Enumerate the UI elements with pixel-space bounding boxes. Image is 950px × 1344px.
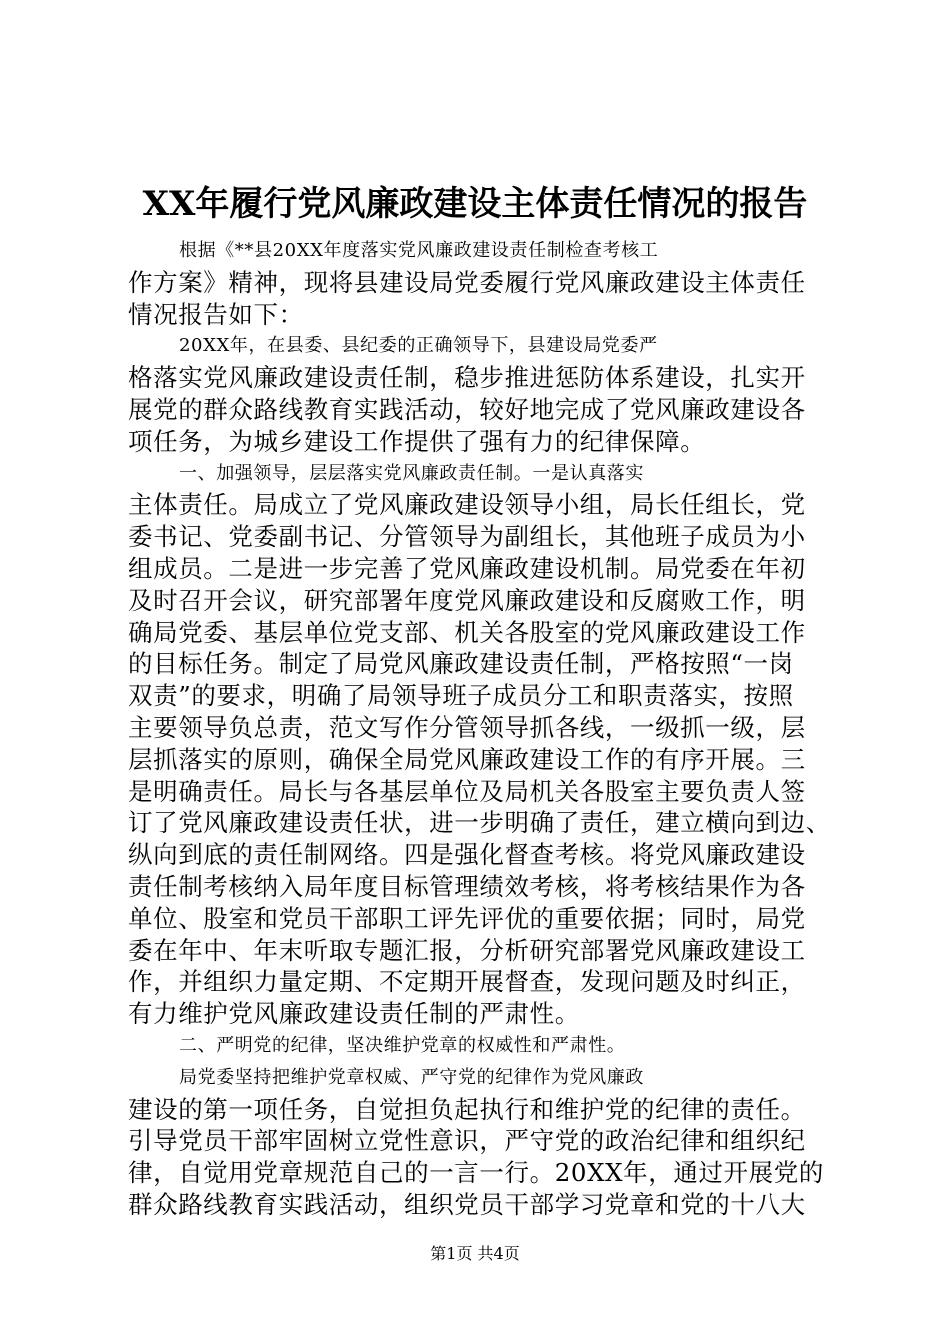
body-line: 主要领导负总责，范文写作分管领导抓各线，一级抓一级，层 xyxy=(128,712,806,742)
body-line: 责任制考核纳入局年度目标管理绩效考核，将考核结果作为各 xyxy=(128,871,806,901)
body-line: 根据《**县20XX年度落实党风廉政建设责任制检查考核工 xyxy=(179,240,659,261)
body-line: 建设的第一项任务，自觉担负起执行和维护党的纪律的责任。 xyxy=(128,1094,806,1124)
body-line: 及时召开会议，研究部署年度党风廉政建设和反腐败工作，明 xyxy=(128,585,806,615)
body-line: 律，自觉用党章规范自己的一言一行。20XX年，通过开展党的 xyxy=(128,1158,824,1188)
body-line: 层抓落实的原则，确保全局党风廉政建设工作的有序开展。三 xyxy=(128,744,806,774)
body-line: 作方案》精神，现将县建设局党委履行党风廉政建设主体责任 xyxy=(128,267,806,297)
document-title: XX年履行党风廉政建设主体责任情况的报告 xyxy=(142,184,808,224)
body-line: 的目标任务。制定了局党风廉政建设责任制，严格按照“一岗 xyxy=(128,649,794,679)
body-line: 群众路线教育实践活动，组织党员干部学习党章和党的十八大 xyxy=(128,1189,806,1219)
body-line: 组成员。二是进一步完善了党风廉政建设机制。局党委在年初 xyxy=(128,553,806,583)
body-line: 委在年中、年末听取专题汇报，分析研究部署党风廉政建设工 xyxy=(128,935,806,965)
body-line: 二、严明党的纪律，坚决维护党章的权威性和严肃性。 xyxy=(179,1034,626,1056)
body-line: 局党委坚持把维护党章权威、严守党的纪律作为党风廉政 xyxy=(179,1066,644,1088)
body-line: 有力维护党风廉政建设责任制的严肃性。 xyxy=(128,999,580,1029)
body-line: 纵向到底的责任制网络。四是强化督查考核。将党风廉政建设 xyxy=(128,840,806,870)
body-line: 情况报告如下： xyxy=(128,299,304,329)
body-line: 项任务，为城乡建设工作提供了强有力的纪律保障。 xyxy=(128,426,706,456)
document-body xyxy=(128,235,832,1221)
body-line: 双责”的要求，明确了局领导班子成员分工和职责落实，按照 xyxy=(128,681,794,711)
body-line: 引导党员干部牢固树立党性意识，严守党的政治纪律和组织纪 xyxy=(128,1126,806,1156)
body-line: 作，并组织力量定期、不定期开展督查，发现问题及时纠正， xyxy=(128,967,806,997)
body-line: 20XX年，在县委、县纪委的正确领导下，县建设局党委严 xyxy=(179,335,658,357)
page-footer: 第1页 共4页 xyxy=(430,1244,520,1263)
body-line: 主体责任。局成立了党风廉政建设领导小组，局长任组长，党 xyxy=(128,490,806,520)
body-line: 格落实党风廉政建设责任制，稳步推进惩防体系建设，扎实开 xyxy=(128,363,806,393)
body-line: 单位、股室和党员干部职工评先评优的重要依据；同时，局党 xyxy=(128,903,806,933)
body-line: 订了党风廉政建设责任状，进一步明确了责任，建立横向到边、 xyxy=(128,808,831,838)
body-line: 是明确责任。局长与各基层单位及局机关各股室主要负责人签 xyxy=(128,776,806,806)
body-line: 一、加强领导，层层落实党风廉政责任制。一是认真落实 xyxy=(179,462,644,484)
body-line: 展党的群众路线教育实践活动，较好地完成了党风廉政建设各 xyxy=(128,394,806,424)
body-line: 委书记、党委副书记、分管领导为副组长，其他班子成员为小 xyxy=(128,522,806,552)
body-line: 确局党委、基层单位党支部、机关各股室的党风廉政建设工作 xyxy=(128,617,806,647)
